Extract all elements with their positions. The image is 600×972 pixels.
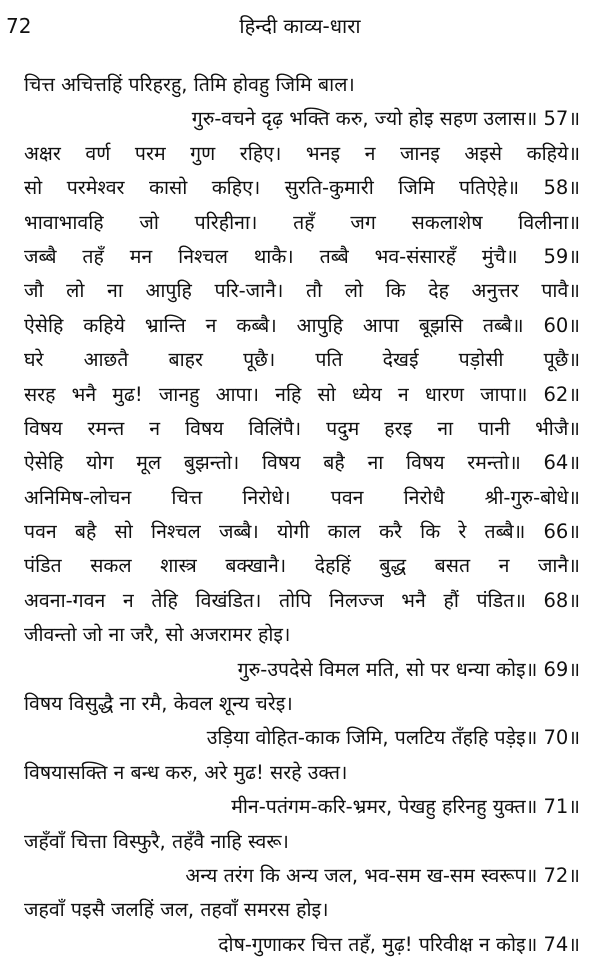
verse-line: गुरु-वचने दृढ़ भक्ति करु, ज्यो होइ सहण उलास॥ 57॥ xyxy=(191,107,580,131)
verse-line: अवना-गवन न तेहि विखंडित। तोपि निलज्ज भनै हौं पंडित॥ 68॥ xyxy=(24,588,580,612)
verse-line: उड़िया वोहित-काक जिमि, पलटिय तँहहि पड़ेइ॥ 70॥ xyxy=(206,726,580,750)
verse-line: भावाभावहि जो परिहीना। तहँ जग सकलाशेष विलीना॥ xyxy=(24,210,580,234)
verse-line: गुरु-उपदेसे विमल मति, सो पर धन्या कोइ॥ 69॥ xyxy=(237,657,580,681)
verse-line: मीन-पतंगम-करि-भ्रमर, पेखहु हरिनहु युक्त॥ 71॥ xyxy=(231,795,580,819)
verse-line: जौ लो ना आपुहि परि-जानै। तौ लो कि देह अनुत्तर पावै॥ xyxy=(24,279,580,303)
verse-line: अक्षर वर्ण परम गुण रहिए। भनइ न जानइ अइसे कहिये॥ xyxy=(24,141,580,165)
verse-line: सो परमेश्वर कासो कहिए। सुरति-कुमारी जिमि पतिऐहे॥ 58॥ xyxy=(24,176,580,200)
verse-line: चित्त अचित्तहिं परिहरहु, तिमि होवहु जिमि बाल। xyxy=(24,73,355,96)
verse-line: अन्य तरंग कि अन्य जल, भव-सम ख-सम स्वरूप॥ 72॥ xyxy=(185,863,580,887)
verse-body xyxy=(0,68,600,962)
verse-line: ऐसेहि योग मूल बुझन्तो। विषय बहै ना विषय रमन्तो॥ 64॥ xyxy=(24,451,580,475)
verse-line: दोष-गुणाकर चित्त तहँ, मुढ़! परिवीक्ष न कोइ॥ 74॥ xyxy=(218,932,580,956)
verse-line: घरे आछतै बाहर पूछै। पति देखई पड़ोसी पूछै॥ xyxy=(24,348,580,372)
verse-line: जीवन्तो जो ना जरै, सो अजरामर होइ। xyxy=(24,623,291,647)
verse-line: ऐसेहि कहिये भ्रान्ति न कब्बै। आपुहि आपा बूझसि तब्बै॥ 60॥ xyxy=(24,313,580,337)
verse-line: पवन बहै सो निश्चल जब्बै। योगी काल करै कि रे तब्बै॥ 66॥ xyxy=(24,520,580,544)
verse-line: जहँवाँ चित्ता विस्फुरै, तहँवै नाहि स्वरू। xyxy=(24,829,289,853)
verse-line: पंडित सकल शास्त्र बक्खानै। देहहिं बुद्ध बसत न जानै॥ xyxy=(24,554,580,578)
verse-line: विषय रमन्त न विषय विलिंपै। पदुम हरइ ना पानी भीजै॥ xyxy=(24,416,580,440)
verse-line: अनिमिष-लोचन चित्त निरोधे। पवन निरोधै श्री-गुरु-बोधे॥ xyxy=(24,485,580,509)
verse-line: विषय विसुद्धै ना रमै, केवल शून्य चरेइ। xyxy=(24,692,293,716)
verse-line: जहवाँ पइसै जलहिं जल, तहवाँ समरस होइ। xyxy=(24,898,329,922)
running-title: हिन्दी काव्य-धारा xyxy=(239,14,361,38)
verse-line: जब्बै तहँ मन निश्चल थाकै। तब्बै भव-संसारहँ मुंचै॥ 59॥ xyxy=(24,244,580,268)
verse-line: विषयासक्ति न बन्ध करु, अरे मुढ! सरहे उक्त। xyxy=(24,760,348,784)
page-header xyxy=(0,6,600,46)
page-number: 72 xyxy=(6,14,32,38)
verse-line: सरह भनै मुढ! जानहु आपा। नहि सो ध्येय न धारण जापा॥ 62॥ xyxy=(24,382,580,406)
